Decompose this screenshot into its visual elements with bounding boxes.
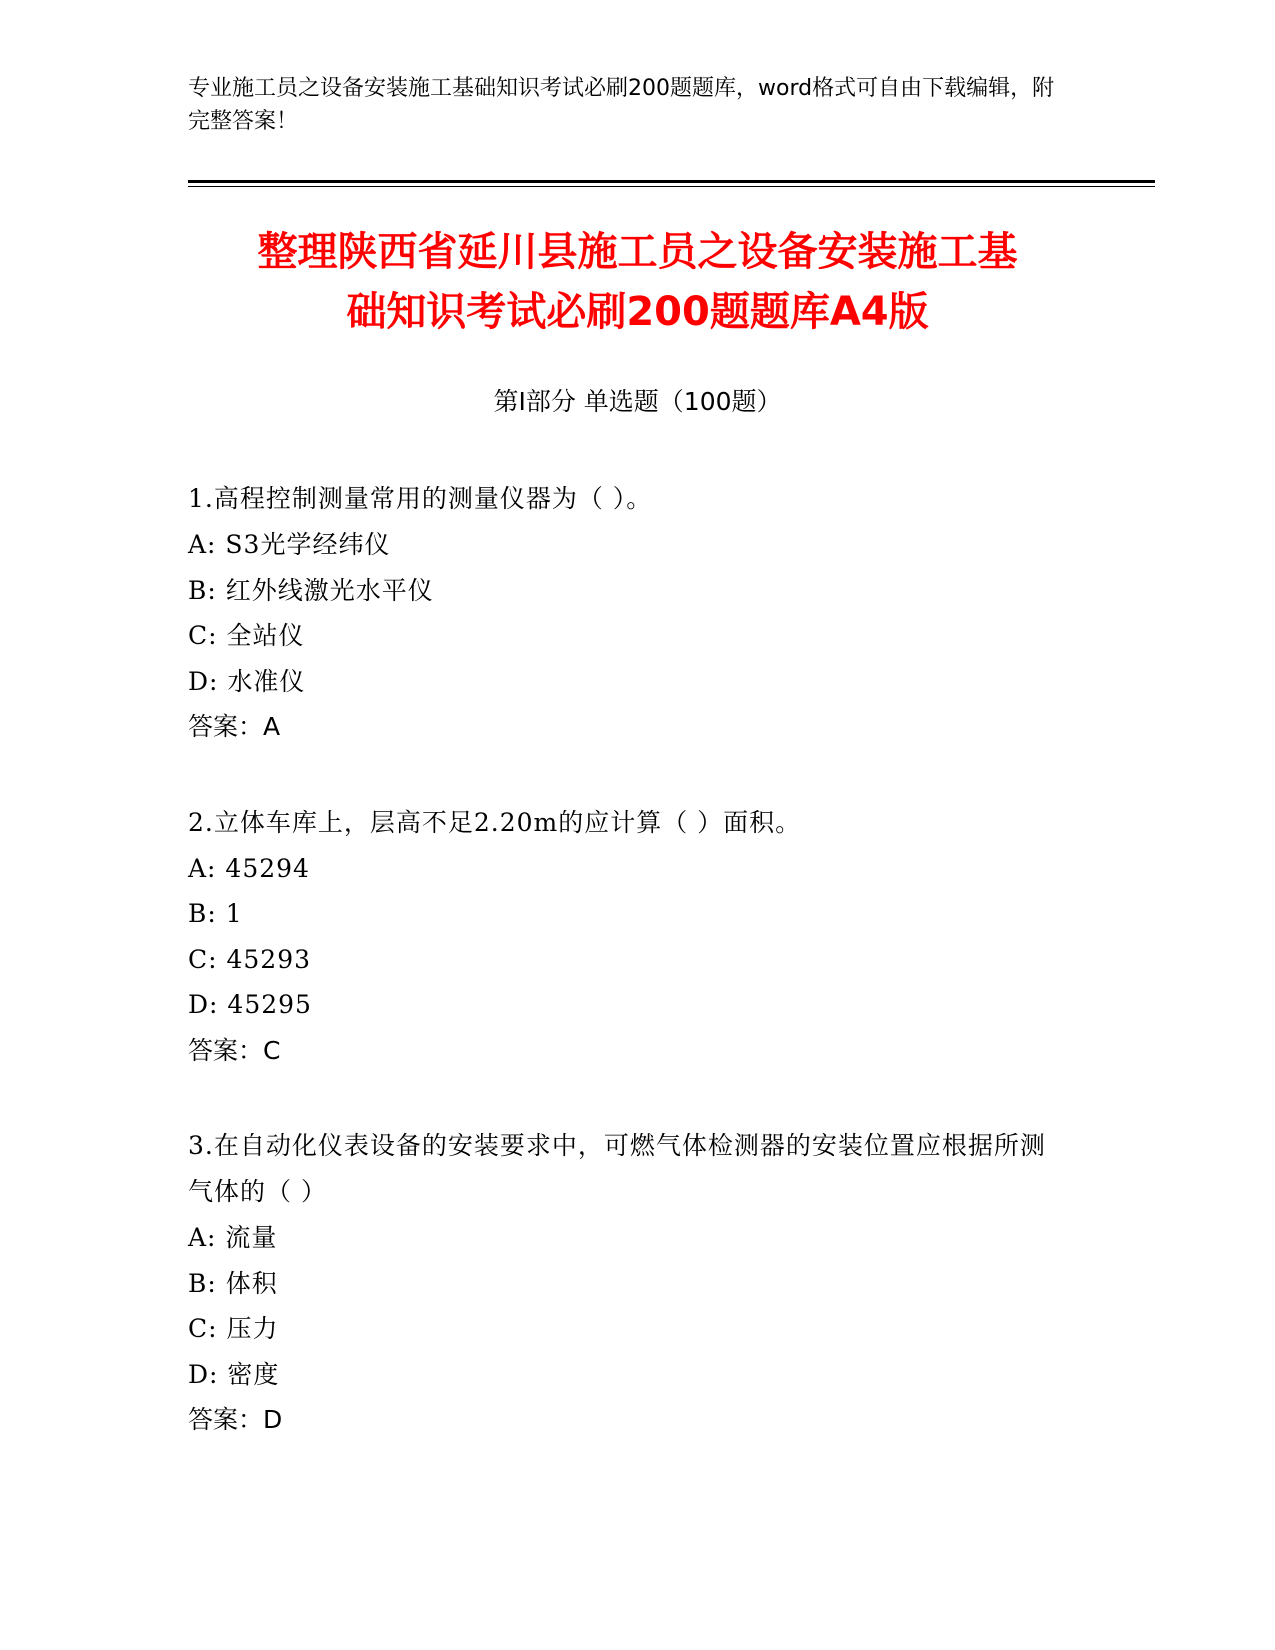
option-d: D: 密度 (188, 1359, 280, 1389)
answer: 答案：A (188, 712, 281, 741)
document-title (150, 222, 1125, 342)
answer: 答案：D (188, 1405, 283, 1434)
option-b: B: 体积 (188, 1268, 278, 1298)
document-title-line-2: 础知识考试必刷200题题库A4版 (346, 289, 929, 335)
option-b: B: 1 (188, 899, 243, 928)
question-stem: 3.在自动化仪表设备的安装要求中，可燃气体检测器的安装位置应根据所测气体的（ ） (188, 1131, 1046, 1206)
question-1 (188, 476, 1068, 750)
question-stem: 2.立体车库上，层高不足2.20m的应计算（ ）面积。 (188, 807, 802, 837)
question-list (188, 476, 1068, 1493)
option-d: D: 水准仪 (188, 666, 306, 696)
section-heading: 第I部分 单选题（100题） (493, 387, 782, 416)
header-divider-thick (188, 180, 1155, 183)
header-divider-thin (188, 186, 1155, 187)
option-c: C: 压力 (188, 1314, 279, 1343)
question-stem: 1.高程控制测量常用的测量仪器为（ ）。 (188, 484, 653, 513)
option-c: C: 45293 (188, 944, 312, 974)
option-c: C: 全站仪 (188, 621, 305, 650)
option-b: B: 红外线激光水平仪 (188, 575, 434, 605)
option-a: A: S3光学经纬仪 (188, 530, 391, 559)
question-2 (188, 800, 1068, 1074)
header-note: 专业施工员之设备安装施工基础知识考试必刷200题题库，word格式可自由下载编辑，附完整答案！ (188, 76, 1055, 134)
option-a: A: 流量 (188, 1223, 278, 1252)
document-title-line-1: 整理陕西省延川县施工员之设备安装施工基 (257, 229, 1018, 275)
answer: 答案：C (188, 1035, 281, 1065)
option-d: D: 45295 (188, 990, 312, 1019)
option-a: A: 45294 (188, 853, 310, 883)
question-3 (188, 1123, 1068, 1443)
